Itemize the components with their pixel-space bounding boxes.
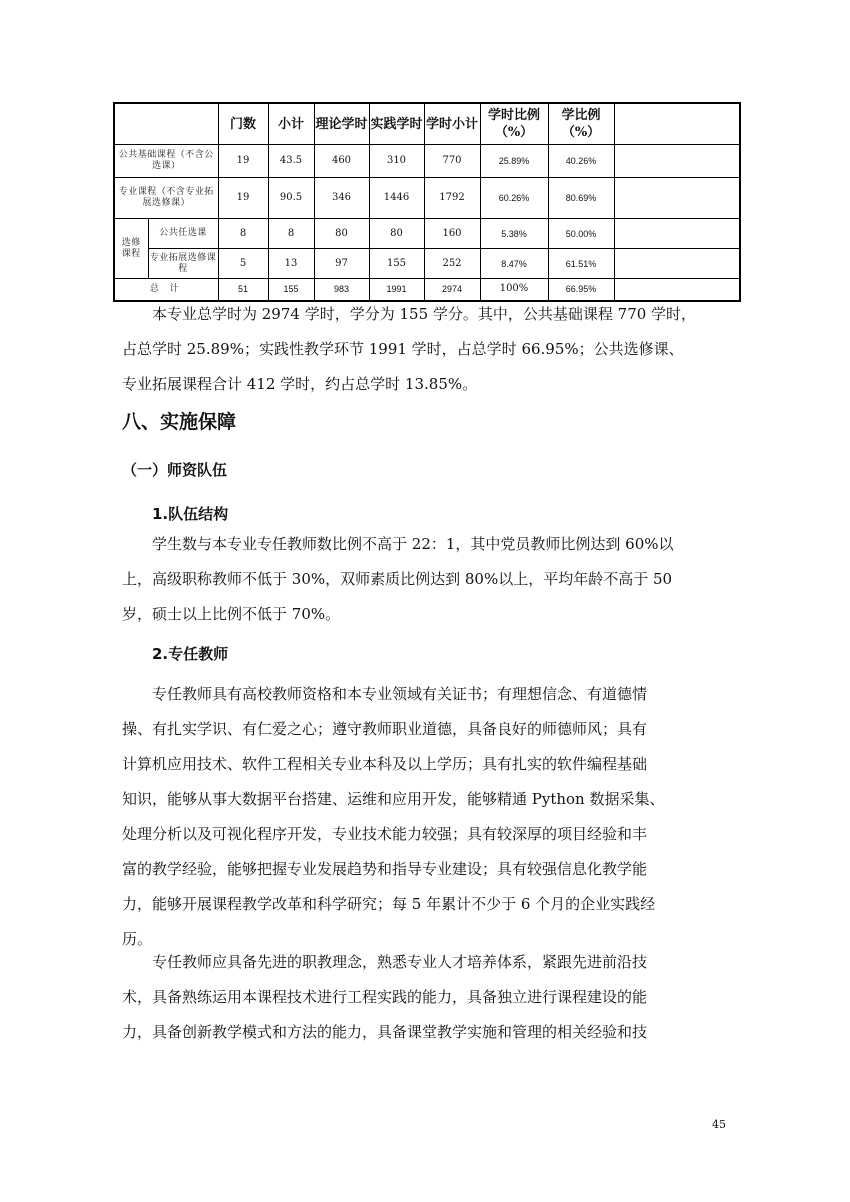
total-label: 总 计 <box>114 279 218 301</box>
table-cell: 100% <box>480 279 548 301</box>
table-cell: 160 <box>424 219 480 249</box>
table-row <box>114 219 740 249</box>
table-cell: 51 <box>218 279 268 301</box>
header-cell: 实践学时 <box>369 103 424 145</box>
summary-paragraph <box>122 297 732 402</box>
table-cell: 13 <box>268 249 314 279</box>
teacher-competence-paragraph <box>122 945 732 1050</box>
text-line: 上，高级职称教师不低于 30%，双师素质比例达到 80%以上，平均年龄不高于 50 <box>122 570 673 588</box>
header-cell: 门数 <box>218 103 268 145</box>
text-line: 岁，硕士以上比例不低于 70%。 <box>122 605 341 623</box>
table-cell: 19 <box>218 178 268 219</box>
table-cell: 8 <box>268 219 314 249</box>
table-cell: 460 <box>314 145 369 178</box>
table-cell: 983 <box>314 279 369 301</box>
teacher-qualification-paragraph <box>122 677 732 957</box>
row-label: 专业拓展选修课程 <box>148 249 218 279</box>
text-line: 专任教师具有高校教师资格和本专业领域有关证书；有理想信念、有道德情 <box>152 685 648 703</box>
table-cell: 43.5 <box>268 145 314 178</box>
team-structure-paragraph <box>122 527 732 632</box>
row-label: 公共基础课程（不含公选课） <box>114 145 218 178</box>
table-cell: 61.51% <box>548 249 614 279</box>
header-cell: 学时小计 <box>424 103 480 145</box>
item-heading: 2.专任教师 <box>152 645 229 663</box>
empty-cell <box>614 219 740 249</box>
table-cell: 1792 <box>424 178 480 219</box>
table-cell: 19 <box>218 145 268 178</box>
text-line: 历。 <box>122 930 153 948</box>
text-line: 计算机应用技术、软件工程相关专业本科及以上学历；具有扎实的软件编程基础 <box>122 755 648 773</box>
empty-cell <box>614 249 740 279</box>
header-empty-cell <box>614 103 740 145</box>
text-line: 占总学时 25.89%；实践性教学环节 1991 学时，占总学时 66.95%；公共选修课、 <box>122 340 684 358</box>
table-cell: 5.38% <box>480 219 548 249</box>
table-row <box>114 145 740 178</box>
text-line: 富的教学经验，能够把握专业发展趋势和指导专业建设；具有较强信息化教学能 <box>122 860 648 878</box>
row-label: 专业课程（不含专业拓展选修课） <box>114 178 218 219</box>
table-cell: 2974 <box>424 279 480 301</box>
empty-cell <box>614 178 740 219</box>
table-cell: 66.95% <box>548 279 614 301</box>
table-cell: 1991 <box>369 279 424 301</box>
subsection-heading: （一）师资队伍 <box>122 461 228 479</box>
text-line: 本专业总学时为 2974 学时，学分为 155 学分。其中，公共基础课程 770 学时， <box>152 305 697 323</box>
header-cell: 小计 <box>268 103 314 145</box>
credit-hours-table <box>113 102 741 302</box>
table-cell: 155 <box>369 249 424 279</box>
table-cell: 25.89% <box>480 145 548 178</box>
table-cell: 50.00% <box>548 219 614 249</box>
header-cell: 学时比例（%） <box>480 103 548 145</box>
table-cell: 5 <box>218 249 268 279</box>
table-cell: 310 <box>369 145 424 178</box>
row-label: 公共任选课 <box>148 219 218 249</box>
table-cell: 90.5 <box>268 178 314 219</box>
item-heading: 1.队伍结构 <box>152 505 229 523</box>
header-cell: 理论学时 <box>314 103 369 145</box>
text-line: 处理分析以及可视化程序开发，专业技术能力较强；具有较深厚的项目经验和丰 <box>122 825 648 843</box>
text-line: 操、有扎实学识、有仁爱之心；遵守教师职业道德，具备良好的师德师风；具有 <box>122 720 648 738</box>
text-line: 学生数与本专业专任教师数比例不高于 22：1，其中党员教师比例达到 60%以 <box>152 535 674 553</box>
header-blank-cell <box>114 103 218 145</box>
text-line: 力，能够开展课程教学改革和科学研究；每 5 年累计不少于 6 个月的企业实践经 <box>122 895 656 913</box>
table-cell: 80 <box>369 219 424 249</box>
table-cell: 97 <box>314 249 369 279</box>
table-cell: 346 <box>314 178 369 219</box>
text-line: 术，具备熟练运用本课程技术进行工程实践的能力，具备独立进行课程建设的能 <box>122 988 648 1006</box>
table-cell: 770 <box>424 145 480 178</box>
section-heading: 八、实施保障 <box>122 411 237 433</box>
table-cell: 252 <box>424 249 480 279</box>
text-line: 知识，能够从事大数据平台搭建、运维和应用开发，能够精通 Python 数据采集、 <box>122 790 665 808</box>
table-cell: 1446 <box>369 178 424 219</box>
header-cell: 学比例（%） <box>548 103 614 145</box>
table-cell: 60.26% <box>480 178 548 219</box>
text-line: 专业拓展课程合计 412 学时，约占总学时 13.85%。 <box>122 375 478 393</box>
table-cell: 155 <box>268 279 314 301</box>
table-cell: 8.47% <box>480 249 548 279</box>
table-cell: 40.26% <box>548 145 614 178</box>
table-header-row <box>114 103 740 145</box>
text-line: 专任教师应具备先进的职教理念，熟悉专业人才培养体系，紧跟先进前沿技 <box>152 953 648 971</box>
elective-group-label: 选修课程 <box>114 219 148 279</box>
page-number: 45 <box>712 1118 726 1131</box>
empty-cell <box>614 145 740 178</box>
text-line: 力，具备创新教学模式和方法的能力，具备课堂教学实施和管理的相关经验和技 <box>122 1023 648 1041</box>
table-cell: 8 <box>218 219 268 249</box>
table-cell: 80 <box>314 219 369 249</box>
table-row <box>114 178 740 219</box>
table-row <box>114 249 740 279</box>
table-cell: 80.69% <box>548 178 614 219</box>
